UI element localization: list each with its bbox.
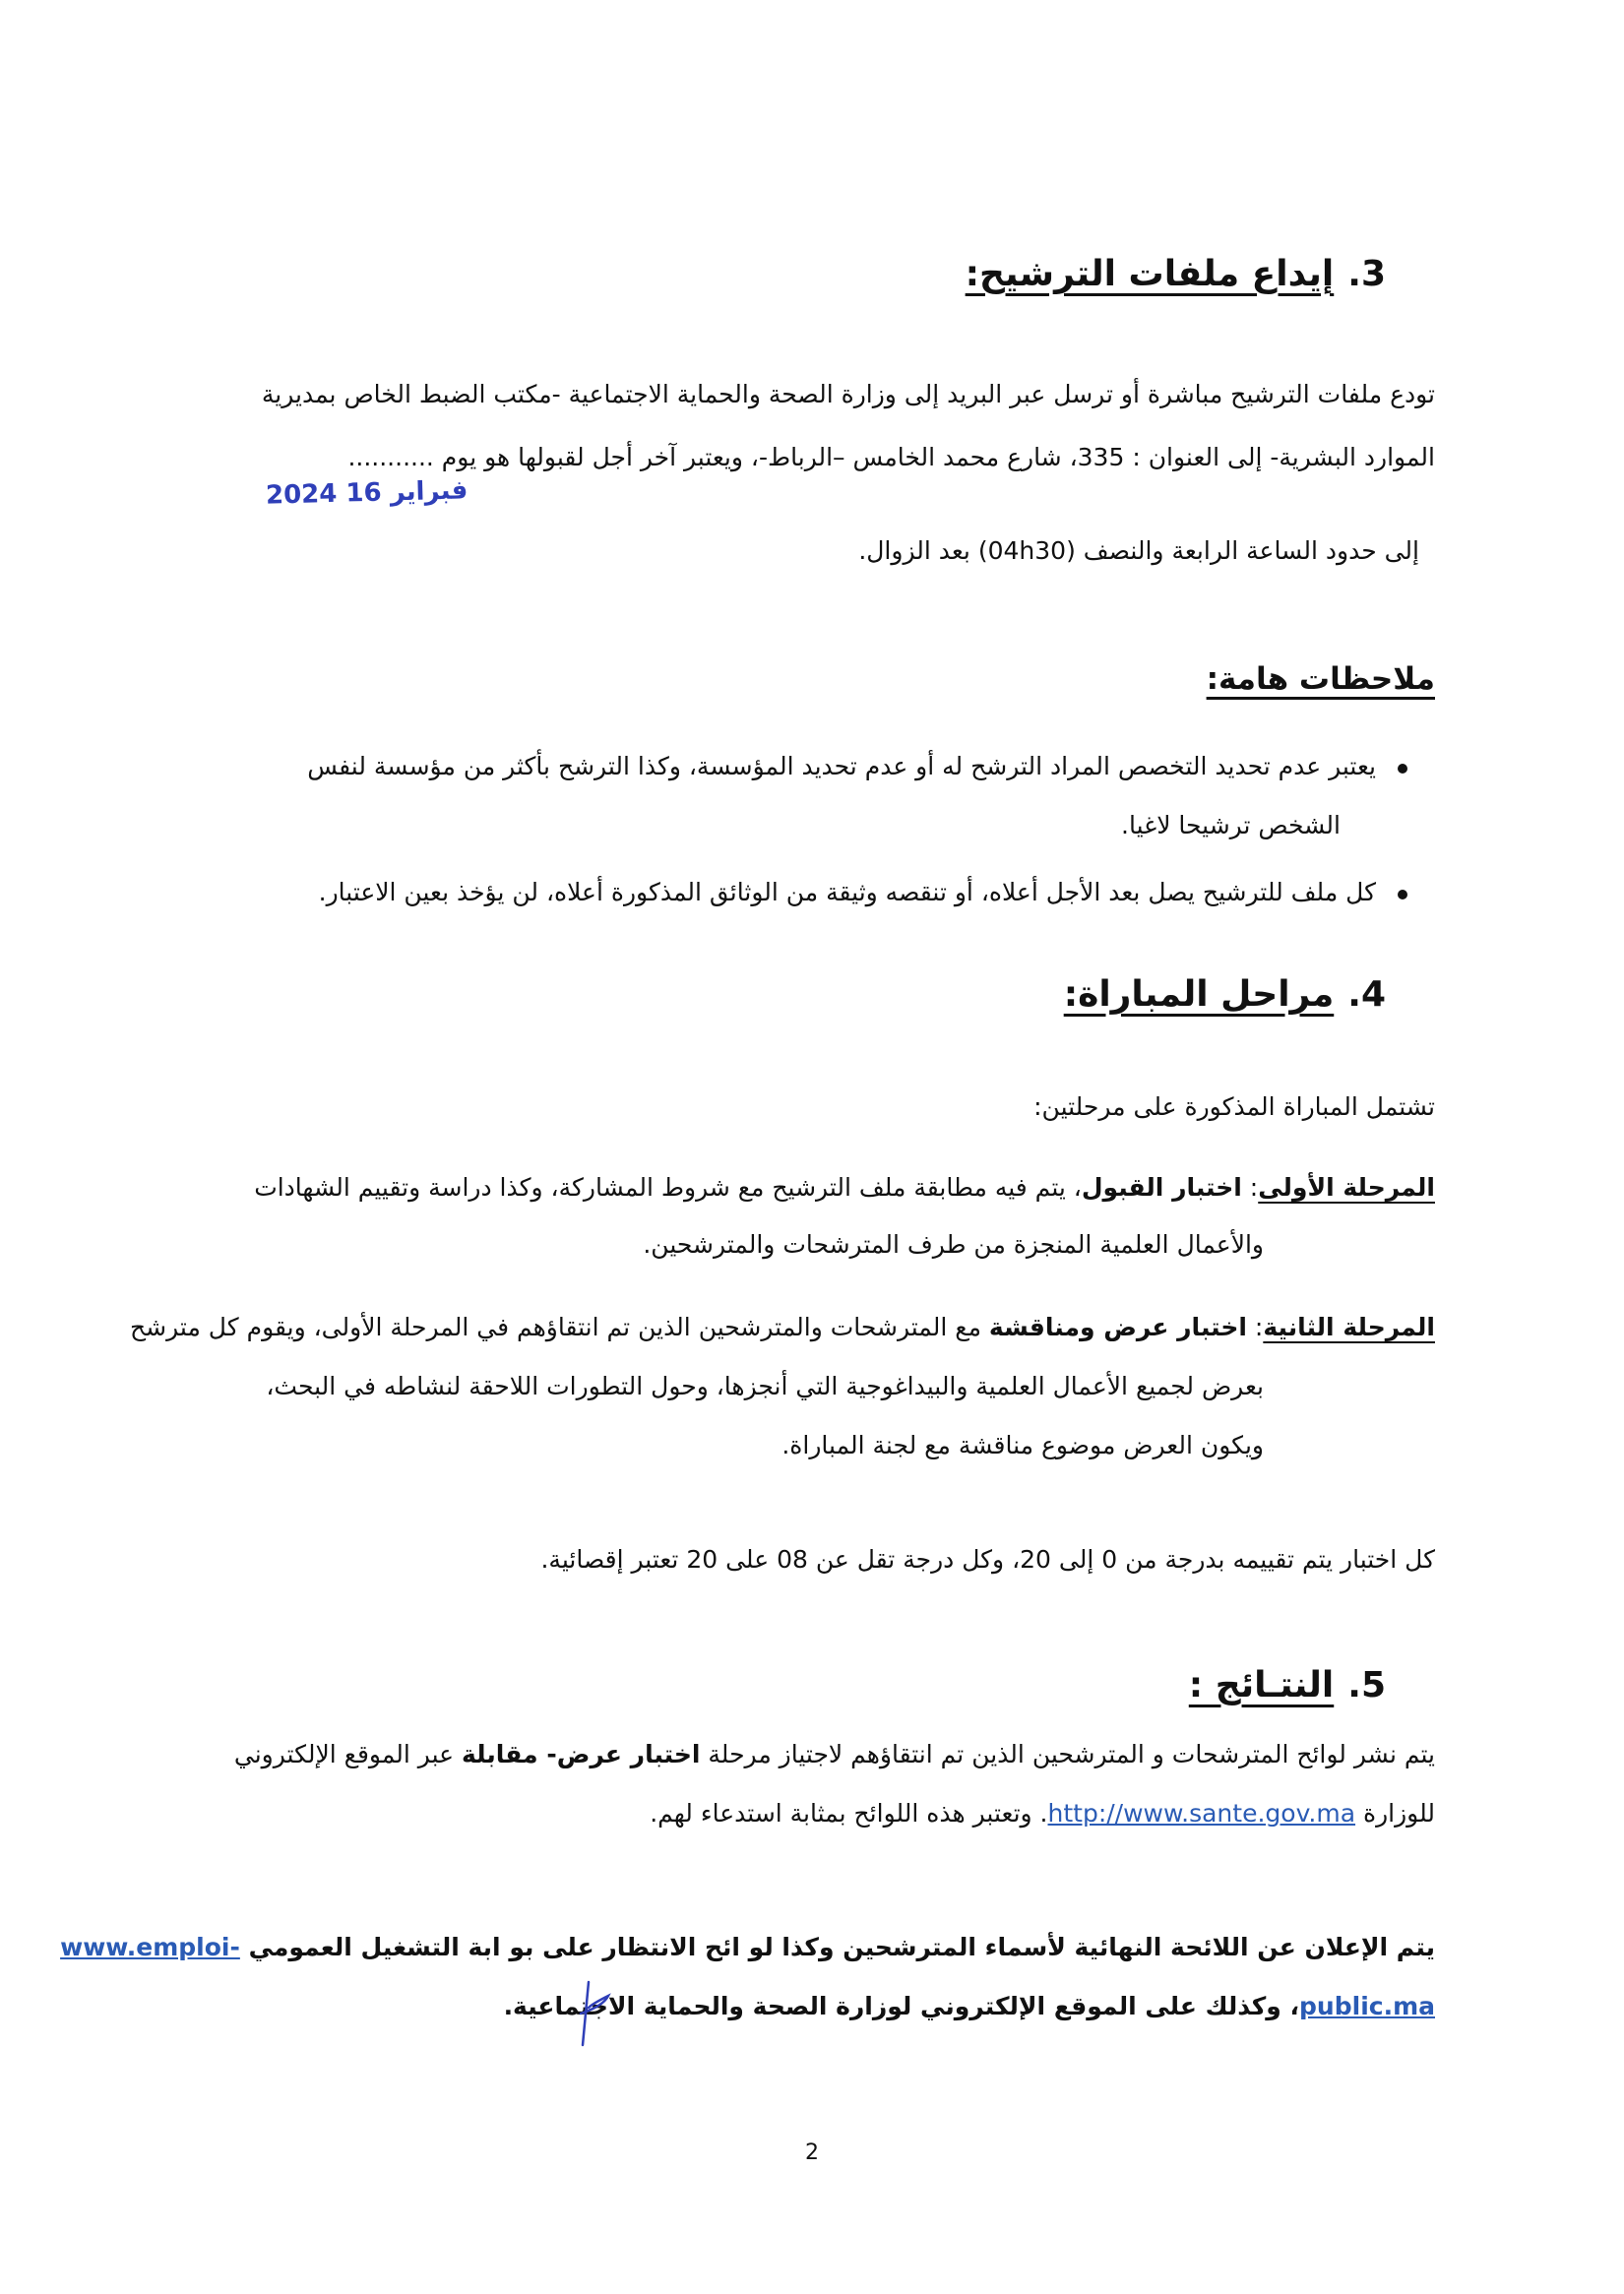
stage-1-label: المرحلة الأولى: [1258, 1173, 1435, 1202]
section-5-number: 5.: [1347, 1665, 1386, 1705]
stage-2-text: مع المترشحات والمترشحين الذين تم انتقاؤهم في المرحلة الأولى، ويقوم كل مترشح: [130, 1313, 989, 1341]
stage-2-line-3: ويكون العرض موضوع مناقشة مع لجنة المباراة.: [781, 1431, 1264, 1459]
date-stamp: 2024 فبراير 16: [265, 475, 468, 511]
signature-icon: [571, 1974, 620, 2053]
bullet-icon: [1398, 890, 1407, 899]
stage-1-line-2: والأعمال العلمية المنجزة من طرف المترشحات والمترشحين.: [643, 1230, 1264, 1259]
stage-2-line-1: [130, 1315, 1435, 1339]
stages-intro: تشتمل المباراة المذكورة على مرحلتين:: [1033, 1092, 1435, 1121]
stage-1-text: ، يتم فيه مطابقة ملف الترشيح مع شروط المشاركة، وكذا دراسة وتقييم الشهادات: [254, 1173, 1082, 1202]
section-3-line-2: الموارد البشرية- إلى العنوان : 335، شارع محمد الخامس –الرباط-، ويعتبر آخر أجل لقبولها هو يوم ...........: [347, 443, 1435, 471]
section-4-heading: [1064, 974, 1386, 1015]
section-3-line-3: إلى حدود الساعة الرابعة والنصف (04h30) بعد الزوال.: [858, 536, 1419, 565]
scoring-rule: كل اختبار يتم تقييمه بدرجة من 0 إلى 20، وكل درجة تقل عن 08 على 20 تعتبر إقصائية.: [540, 1545, 1435, 1574]
notes-title: ملاحظات هامة:: [1206, 661, 1435, 697]
note-1-line-1: يعتبر عدم تحديد التخصص المراد الترشح له أو عدم تحديد المؤسسة، وكذا الترشح بأكثر من مؤسسة لنفس: [307, 752, 1376, 780]
section-3-title: إيداع ملفات الترشيح:: [965, 254, 1335, 294]
emploi-public-link[interactable]: www.emploi-: [60, 1933, 240, 1961]
section-3-line-1: تودع ملفات الترشيح مباشرة أو ترسل عبر البريد إلى وزارة الصحة والحماية الاجتماعية -مكتب الضبط الخاص بمديرية: [261, 380, 1435, 408]
results-text-c: عبر الموقع الإلكتروني: [233, 1740, 463, 1768]
results-text-ministry: للوزارة: [1355, 1799, 1435, 1828]
stage-2-label: المرحلة الثانية: [1263, 1313, 1435, 1341]
section-4-number: 4.: [1347, 974, 1386, 1015]
stage-2-line-2: بعرض لجميع الأعمال العلمية والبيداغوجية التي أنجزها، وحول التطورات اللاحقة لنشاطه في البحث،: [266, 1372, 1264, 1400]
results-line-2: [650, 1801, 1435, 1826]
results-text-b: . وتعتبر هذه اللوائح بمثابة استدعاء لهم.: [650, 1799, 1048, 1828]
section-3-heading: [966, 254, 1386, 294]
final-line-1: [60, 1935, 1435, 1959]
stage-1-line-1: [254, 1175, 1435, 1200]
stage-1-colon: :: [1241, 1173, 1259, 1202]
results-text-a: يتم نشر لوائح المترشحات و المترشحين الذين تم انتقاؤهم لاجتياز مرحلة: [700, 1740, 1435, 1768]
section-4-title: مراحل المباراة:: [1063, 974, 1335, 1015]
stage-2-colon: :: [1246, 1313, 1264, 1341]
results-stage-name: اختبار عرض- مقابلة: [462, 1740, 701, 1768]
stage-1-name: اختبار القبول: [1081, 1173, 1242, 1202]
emploi-public-link-continued[interactable]: public.ma: [1299, 1992, 1435, 2020]
bullet-icon: [1398, 764, 1407, 774]
sante-website-link[interactable]: http://www.sante.gov.ma: [1047, 1799, 1356, 1828]
section-5-heading: [1189, 1665, 1386, 1705]
section-3-number: 3.: [1347, 254, 1386, 294]
final-text-2: ، وكذلك على الموقع الإلكتروني لوزارة الصحة والحماية الاجتماعية.: [503, 1992, 1300, 2020]
stage-2-name: اختبار عرض ومناقشة: [988, 1313, 1247, 1341]
note-2: كل ملف للترشيح يصل بعد الأجل أعلاه، أو تنقصه وثيقة من الوثائق المذكورة أعلاه، لن يؤخذ بعين الاعتبار.: [318, 878, 1376, 906]
final-text-1: يتم الإعلان عن اللائحة النهائية لأسماء المترشحين وكذا لو ائح الانتظار على بو ابة التشغيل العمومي: [239, 1933, 1435, 1961]
note-1-line-2: الشخص ترشيحا لاغيا.: [1121, 811, 1341, 839]
results-line-1: [234, 1742, 1435, 1767]
section-5-title: النتـائج :: [1188, 1665, 1335, 1705]
final-line-2: [504, 1994, 1435, 2018]
page-number: 2: [805, 2140, 819, 2165]
